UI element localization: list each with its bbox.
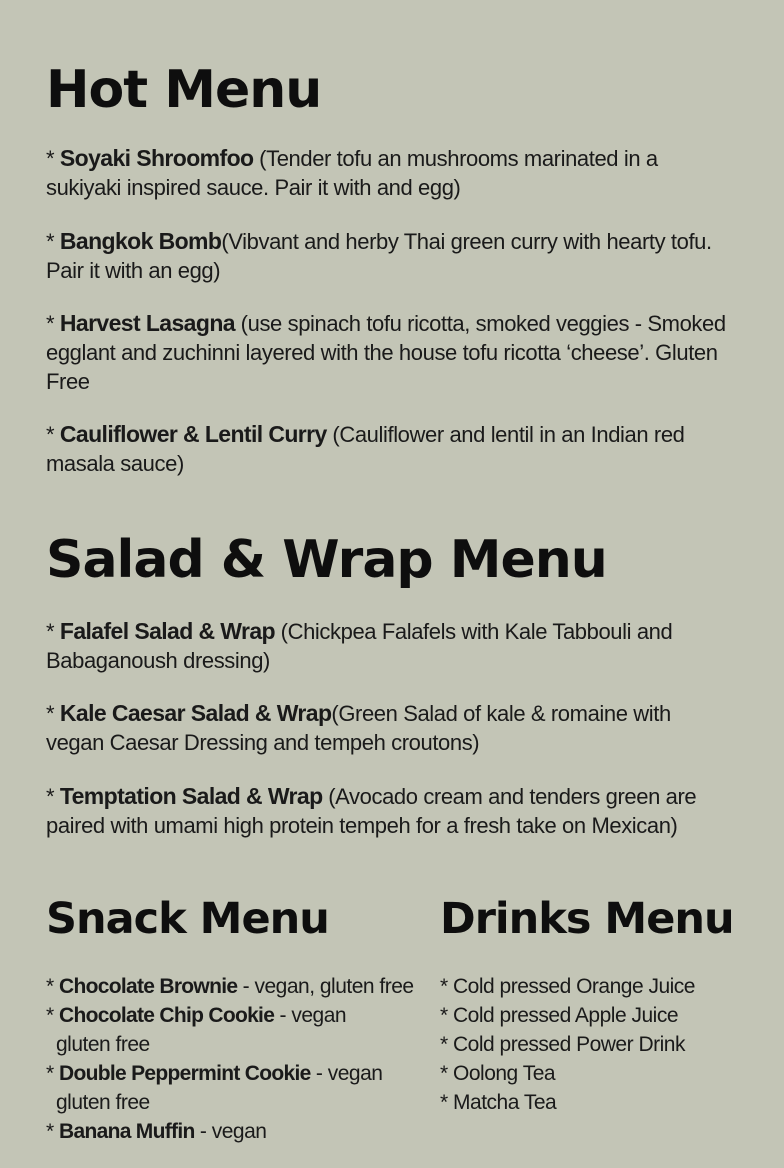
item-name: Temptation Salad & Wrap <box>59 783 323 809</box>
bullet: * <box>46 701 60 726</box>
item-name: Bangkok Bomb <box>59 228 222 254</box>
drinks-menu-item <box>440 1088 760 1117</box>
item-name: Cauliflower & Lentil Curry <box>59 421 327 447</box>
bullet: * <box>440 975 454 998</box>
drinks-menu-title: Drinks Menu <box>440 894 734 944</box>
salad-menu-item <box>46 782 726 840</box>
item-description: - vegan <box>274 1004 347 1027</box>
snack-menu-item <box>46 972 436 1001</box>
bullet: * <box>440 1091 454 1114</box>
item-name: Cold pressed Power Drink <box>453 1033 685 1056</box>
snack-menu-list <box>46 972 436 1146</box>
drinks-menu-item <box>440 1001 760 1030</box>
drinks-menu-item <box>440 1059 760 1088</box>
drinks-menu-list <box>440 972 760 1117</box>
bullet: * <box>46 1062 60 1085</box>
snack-menu-title: Snack Menu <box>46 894 329 944</box>
snack-menu-item <box>46 1001 436 1059</box>
item-name: Soyaki Shroomfoo <box>59 145 254 171</box>
item-name: Banana Muffin <box>59 1120 195 1143</box>
bullet: * <box>46 146 60 171</box>
item-name: Falafel Salad & Wrap <box>59 618 275 644</box>
item-name: Double Peppermint Cookie <box>59 1062 311 1085</box>
bullet: * <box>46 784 60 809</box>
hot-menu-title: Hot Menu <box>46 60 322 120</box>
item-description-continued: gluten free <box>56 1033 150 1056</box>
item-description: (Chickpea Falafels with Kale Tabbouli and Babaganoush dressing) <box>46 619 673 673</box>
item-name: Cold pressed Orange Juice <box>453 975 695 998</box>
item-name: Oolong Tea <box>453 1062 556 1085</box>
snack-menu-item <box>46 1117 436 1146</box>
hot-menu-item <box>46 309 756 396</box>
hot-menu-item <box>46 420 716 478</box>
item-name: Cold pressed Apple Juice <box>453 1004 678 1027</box>
item-name: Matcha Tea <box>453 1091 557 1114</box>
item-description: (use spinach tofu ricotta, smoked veggies - Smoked egglant and zuchinni layered with the house tofu ricotta ‘cheese’. Gluten Free <box>46 311 726 394</box>
bullet: * <box>46 311 60 336</box>
salad-menu-item <box>46 699 726 757</box>
item-description: - vegan <box>194 1120 267 1143</box>
bullet: * <box>46 1120 60 1143</box>
item-description-continued: gluten free <box>56 1091 150 1114</box>
item-description: (Avocado cream and tenders green are paired with umami high protein tempeh for a fresh take on Mexican) <box>46 784 697 838</box>
snack-menu-item <box>46 1059 436 1117</box>
item-description: - vegan, gluten free <box>237 975 414 998</box>
bullet: * <box>46 975 60 998</box>
hot-menu-item <box>46 144 706 202</box>
item-name: Kale Caesar Salad & Wrap <box>59 700 332 726</box>
item-name: Chocolate Chip Cookie <box>59 1004 275 1027</box>
salad-menu-item <box>46 617 676 675</box>
item-name: Chocolate Brownie <box>59 975 238 998</box>
item-description: (Cauliflower and lentil in an Indian red masala sauce) <box>46 422 685 476</box>
hot-menu-item <box>46 227 746 285</box>
item-description: (Green Salad of kale & romaine with vegan Caesar Dressing and tempeh croutons) <box>46 701 671 755</box>
bullet: * <box>46 229 60 254</box>
item-name: Harvest Lasagna <box>59 310 235 336</box>
item-description: - vegan <box>310 1062 383 1085</box>
item-description: (Tender tofu an mushrooms marinated in a sukiyaki inspired sauce. Pair it with and egg) <box>46 146 658 200</box>
drinks-menu-item <box>440 1030 760 1059</box>
bullet: * <box>46 619 60 644</box>
bullet: * <box>440 1004 454 1027</box>
salad-menu-title: Salad & Wrap Menu <box>46 530 607 590</box>
bullet: * <box>440 1033 454 1056</box>
bullet: * <box>46 1004 60 1027</box>
item-description: (Vibvant and herby Thai green curry with hearty tofu. Pair it with an egg) <box>46 229 712 283</box>
bullet: * <box>440 1062 454 1085</box>
drinks-menu-item <box>440 972 760 1001</box>
bullet: * <box>46 422 60 447</box>
